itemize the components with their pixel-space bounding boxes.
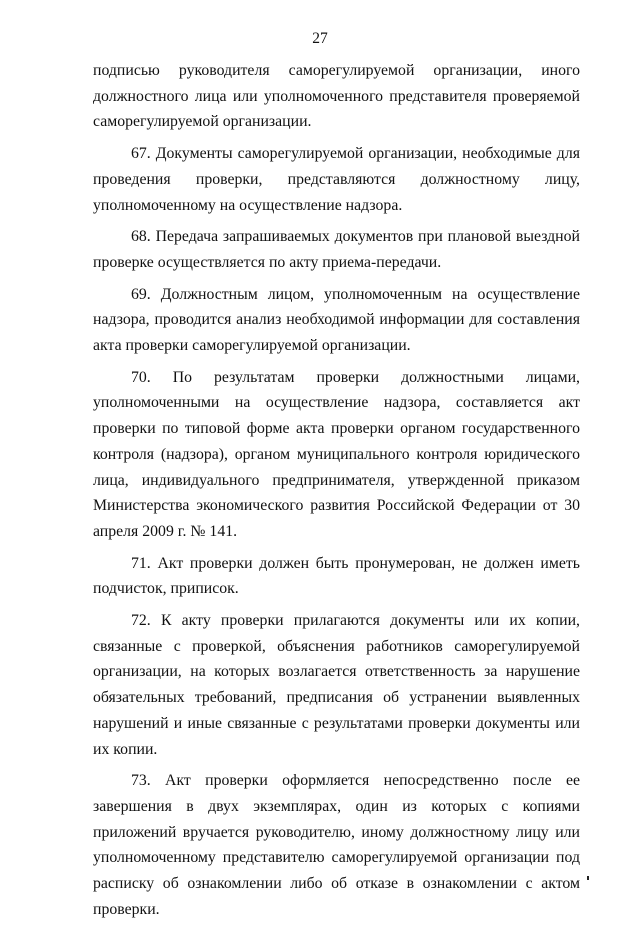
- paragraph-69: 69. Должностным лицом, уполномоченным на осуществление надзора, проводится анализ необходимой информации для составления акта проверки саморегулируемой организации.: [93, 285, 580, 355]
- paragraph-72: 72. К акту проверки прилагаются документы или их копии, связанные с проверкой, объяснения работников саморегулируемой организации, на которых возлагается ответственность за нарушение обязательных требований, предписания об устранении выявленных нарушений и иные связанные с результатами проверки документы или их копии.: [93, 612, 580, 758]
- paragraph-68: 68. Передача запрашиваемых документов при плановой выездной проверке осуществляется по акту приема-передачи.: [93, 228, 580, 271]
- scan-speck: [587, 876, 589, 880]
- document-body: [93, 58, 580, 929]
- paragraph-continuation: подписью руководителя саморегулируемой организации, иного должностного лица или уполномоченного представителя проверяемой саморегулируемой организации.: [93, 62, 580, 131]
- paragraph-70: 70. По результатам проверки должностными лицами, уполномоченными на осуществление надзора, составляется акт проверки по типовой форме акта проверки органом государственного контроля (надзора), органом муниципального контроля юридического лица, индивидуального предпринимателя, утвержденной приказом Министерства экономического развития Российской Федерации от 30 апреля 2009 г. № 141.: [93, 368, 580, 540]
- paragraph-73: 73. Акт проверки оформляется непосредственно после ее завершения в двух экземплярах, один из которых с копиями приложений вручается руководителю, иному должностному лицу или уполномоченному представителю саморегулируемой организации под расписку об ознакомлении либо об отказе в ознакомлении с актом проверки.: [93, 772, 580, 918]
- paragraph-71: 71. Акт проверки должен быть пронумерован, не должен иметь подчисток, приписок.: [93, 554, 580, 598]
- paragraph-67: 67. Документы саморегулируемой организации, необходимые для проведения проверки, представляются должностному лицу, уполномоченному на осуществление надзора.: [93, 145, 580, 214]
- page-number: 27: [312, 30, 328, 47]
